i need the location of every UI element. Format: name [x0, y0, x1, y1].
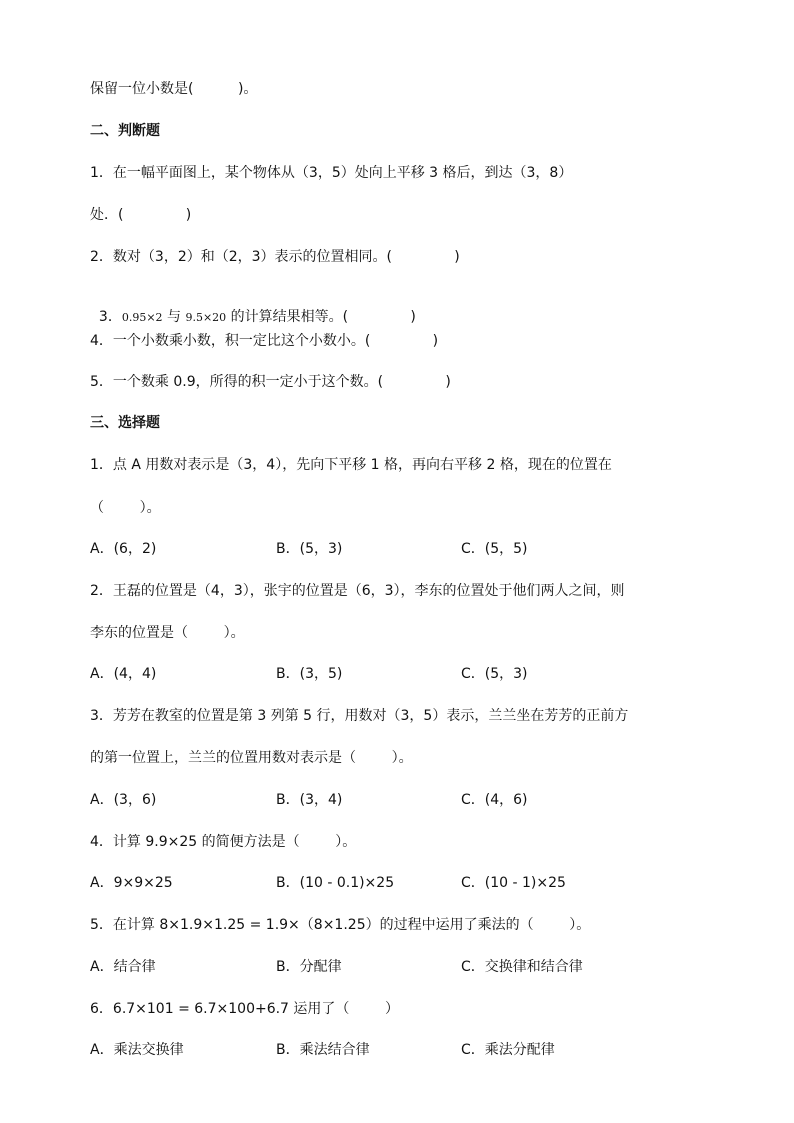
- choice-5-line1: 5．在计算 8×1.9×1.25 = 1.9×（8×1.25）的过程中运用了乘法的（ ）。: [90, 917, 591, 933]
- choice-4-option-a: A．9×9×25: [90, 875, 173, 891]
- choice-4-option-c: C．(10 - 1)×25: [461, 875, 566, 891]
- choice-1-line2: （ ）。: [90, 500, 161, 516]
- judgement-3-prefix: 3．: [98, 309, 122, 325]
- choice-3-option-b: B．(3，4): [276, 792, 343, 808]
- choice-6-line1: 6．6.7×101 = 6.7×100+6.7 运用了（ ）: [90, 1001, 400, 1017]
- judgement-4: 4．一个小数乘小数，积一定比这个小数小。( ): [90, 333, 439, 349]
- judgement-3: [90, 290, 416, 327]
- choice-6-option-c: C．乘法分配律: [461, 1042, 555, 1058]
- judgement-2: 2．数对（3，2）和（2，3）表示的位置相同。( ): [90, 249, 460, 265]
- choice-5-option-c: C．交换律和结合律: [461, 959, 583, 975]
- choice-2-line1: 2．王磊的位置是（4，3），张宇的位置是（6，3），李东的位置处于他们两人之间，则: [90, 583, 625, 599]
- choice-5-option-b: B．分配律: [276, 959, 342, 975]
- judgement-3-expression-2: 9.5×20: [185, 311, 227, 324]
- judgement-3-suffix: 的计算结果相等。( ): [226, 309, 416, 325]
- judgement-3-mid: 与: [162, 309, 186, 325]
- choice-4-option-b: B．(10 - 0.1)×25: [276, 875, 395, 891]
- judgement-1-line1: 1．在一幅平面图上，某个物体从（3，5）处向上平移 3 格后，到达（3，8）: [90, 165, 573, 181]
- choice-1-option-c: C．(5，5): [461, 541, 528, 557]
- section-title-choice: 三、选择题: [90, 415, 160, 431]
- choice-2-line2: 李东的位置是（ ）。: [90, 625, 245, 641]
- choice-3-option-a: A．(3，6): [90, 792, 157, 808]
- judgement-1-line2: 处．( ): [90, 207, 192, 223]
- judgement-5: 5．一个数乘 0.9，所得的积一定小于这个数。( ): [90, 374, 451, 390]
- section-title-judgement: 二、判断题: [90, 123, 160, 139]
- choice-3-line2: 的第一位置上，兰兰的位置用数对表示是（ ）。: [90, 750, 413, 766]
- choice-4-line1: 4．计算 9.9×25 的简便方法是（ ）。: [90, 834, 357, 850]
- choice-1-option-b: B．(5，3): [276, 541, 343, 557]
- intro-line: 保留一位小数是( )。: [90, 81, 258, 97]
- choice-6-option-a: A．乘法交换律: [90, 1042, 184, 1058]
- choice-3-line1: 3．芳芳在教室的位置是第 3 列第 5 行，用数对（3，5）表示，兰兰坐在芳芳的正前方: [90, 708, 629, 724]
- choice-5-option-a: A．结合律: [90, 959, 156, 975]
- choice-3-option-c: C．(4，6): [461, 792, 528, 808]
- choice-1-line1: 1．点 A 用数对表示是（3，4），先向下平移 1 格，再向右平移 2 格，现在的位置在: [90, 457, 612, 473]
- choice-6-option-b: B．乘法结合律: [276, 1042, 370, 1058]
- choice-2-option-a: A．(4，4): [90, 666, 157, 682]
- choice-1-option-a: A．(6，2): [90, 541, 157, 557]
- judgement-3-expression-1: 0.95×2: [121, 311, 163, 324]
- choice-2-option-c: C．(5，3): [461, 666, 528, 682]
- choice-2-option-b: B．(3，5): [276, 666, 343, 682]
